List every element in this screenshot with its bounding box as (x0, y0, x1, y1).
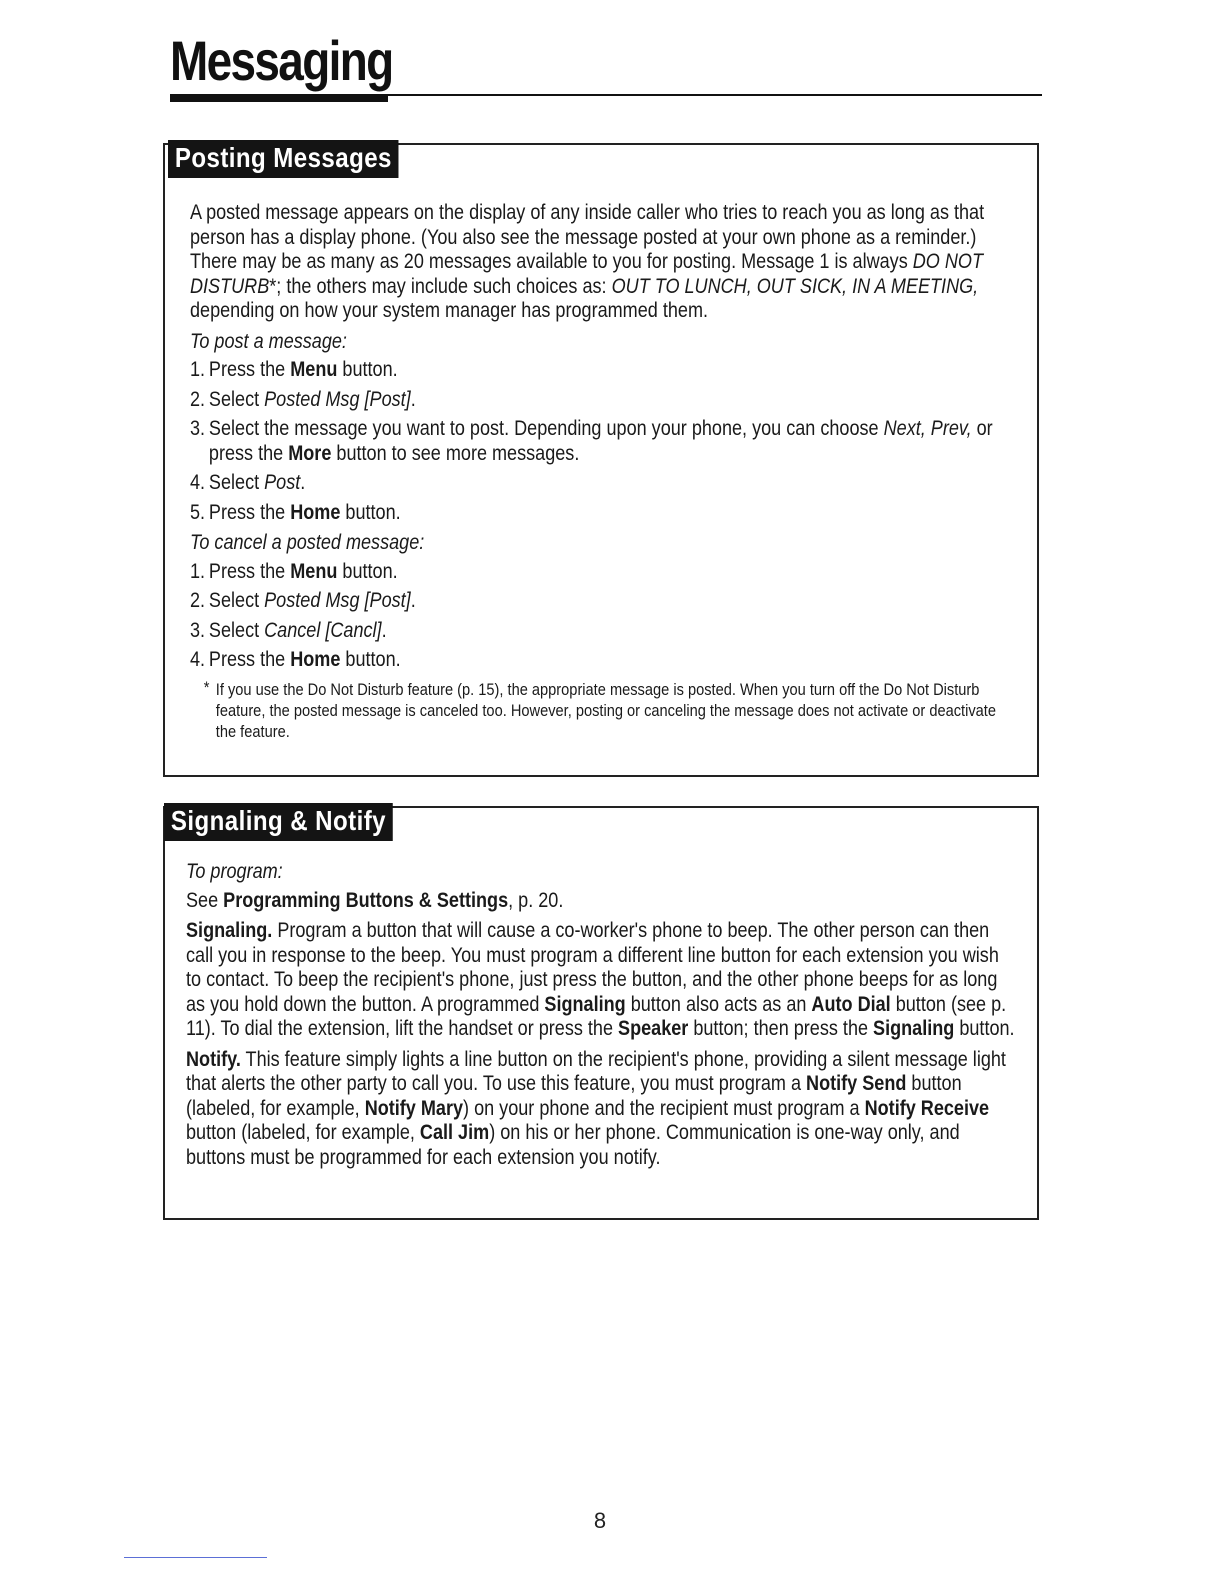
step-text: button to see more messages. (331, 441, 580, 465)
step-text: or press the (208, 417, 993, 465)
step-text: Select the message you want to post. Depending upon your phone, you can choose (208, 417, 884, 440)
para-text: button; then press the (688, 1017, 874, 1040)
para-bold: Signaling. (186, 919, 273, 942)
para-text: ) on his or her phone. Communication is one-way only, and buttons must be programmed for each extension you notify. (186, 1121, 960, 1169)
para-bold: Notify Mary (364, 1096, 464, 1120)
step-text: Select (208, 618, 265, 642)
notify-paragraph (186, 1048, 1018, 1171)
step-bold: Menu (290, 358, 338, 381)
cancel-heading: To cancel a posted message: (190, 531, 425, 554)
step-italic: Post (264, 471, 301, 494)
step-number: 3. (190, 417, 206, 440)
para-bold: Speaker (618, 1017, 689, 1040)
posting-intro (190, 201, 1009, 324)
post-step (190, 417, 1009, 466)
step-text: Select (208, 471, 265, 494)
signaling-paragraph (186, 919, 1018, 1042)
step-italic: Posted Msg [Post] (264, 589, 411, 612)
bottom-rule (124, 1557, 267, 1558)
para-text: button (labeled, for example, (186, 1072, 962, 1120)
step-text: Select (208, 387, 265, 411)
step-text: . (410, 387, 416, 411)
step-number: 3. (190, 618, 206, 642)
step-text: Select (208, 589, 265, 612)
step-bold: More (288, 441, 332, 465)
step-text: . (410, 589, 416, 612)
footnote (203, 677, 1009, 742)
see-text: , p. 20. (508, 888, 564, 912)
para-bold: Notify Send (806, 1072, 907, 1095)
post-step (190, 388, 1009, 413)
step-number: 1. (190, 358, 206, 381)
para-text: This feature simply lights a line button on the recipient's phone, providing a silent message light that alerts the other party to call you. To use this feature, you must program a (186, 1047, 1006, 1095)
cancel-step (190, 619, 1009, 644)
para-bold: Notify. (186, 1047, 241, 1071)
step-text: button. (337, 559, 398, 583)
para-bold: Signaling (544, 992, 626, 1016)
step-number: 1. (190, 559, 206, 583)
page-title: Messaging (170, 29, 393, 92)
intro-text: A posted message appears on the display of any inside caller who tries to reach you as long as that person has a display phone. (You also see the message posted at your own phone as a reminder.) There may be as many as 20 messages available to you for posting. Message 1 is always (190, 201, 985, 273)
see-bold: Programming Buttons & Settings (223, 888, 509, 912)
program-heading: To program: (186, 860, 283, 883)
posting-messages-header: Posting Messages (168, 140, 399, 178)
signaling-notify-content (186, 860, 1018, 1176)
para-text: ) on your phone and the recipient must program a (463, 1096, 865, 1120)
signaling-notify-header: Signaling & Notify (164, 803, 393, 841)
para-bold: Signaling (873, 1017, 955, 1040)
footnote-marker: * (203, 677, 210, 697)
step-text: Press the (208, 500, 291, 524)
para-text: button (labeled, for example, (186, 1121, 420, 1144)
title-rule-accent (170, 94, 388, 102)
see-reference (186, 889, 1018, 914)
step-number: 5. (190, 500, 206, 524)
cancel-step (190, 560, 1009, 585)
para-text: button (see p. 11). To dial the extension, lift the handset or press the (186, 992, 1007, 1040)
footnote-text: If you use the Do Not Disturb feature (p. 15), the appropriate message is posted. When you turn off the Do Not Disturb feature, the posted message is canceled too. However, posting or canceling the message does not activate or deactivate the feature. (215, 679, 997, 741)
step-italic: Cancel [Cancl] (264, 618, 382, 642)
step-text: Press the (208, 559, 291, 583)
para-bold: Call Jim (419, 1121, 490, 1144)
step-text: button. (337, 358, 398, 381)
posting-messages-content (190, 201, 1009, 742)
step-number: 4. (190, 471, 206, 494)
step-bold: Home (290, 500, 341, 524)
para-bold: Auto Dial (811, 992, 891, 1016)
intro-italic: OUT TO LUNCH, OUT SICK, IN A MEETING, (611, 274, 979, 298)
step-italic: Next, Prev, (883, 417, 972, 440)
post-step (190, 501, 1009, 526)
post-step (190, 358, 1009, 383)
cancel-step (190, 648, 1009, 673)
para-text: Program a button that will cause a co-worker's phone to beep. The other person can then call you in response to the beep. You must program a different line button for each extension you wish to contact. To beep the recipient's phone, just press the button, and the other phone beeps for as long as you hold down the button. A programmed (186, 919, 999, 1016)
post-heading: To post a message: (190, 329, 347, 353)
para-text: button. (954, 1017, 1015, 1040)
step-italic: Posted Msg [Post] (264, 387, 411, 411)
para-text: button also acts as an (625, 992, 812, 1016)
step-text: Press the (208, 648, 291, 671)
intro-text: *; the others may include such choices as: (269, 274, 612, 298)
step-text: . (381, 618, 387, 642)
step-number: 2. (190, 387, 206, 411)
para-bold: Notify Receive (864, 1096, 990, 1120)
step-bold: Menu (290, 559, 338, 583)
step-text: . (300, 471, 306, 494)
step-text: button. (340, 500, 401, 524)
step-number: 4. (190, 648, 206, 671)
step-text: Press the (208, 358, 291, 381)
cancel-step (190, 589, 1009, 614)
step-bold: Home (290, 648, 341, 671)
intro-text: depending on how your system manager has programmed them. (190, 299, 709, 322)
see-text: See (186, 888, 224, 912)
post-step (190, 471, 1009, 496)
step-text: button. (340, 648, 401, 671)
page-number: 8 (593, 1508, 607, 1533)
step-number: 2. (190, 589, 206, 612)
intro-italic: DO NOT DISTURB (190, 250, 984, 298)
